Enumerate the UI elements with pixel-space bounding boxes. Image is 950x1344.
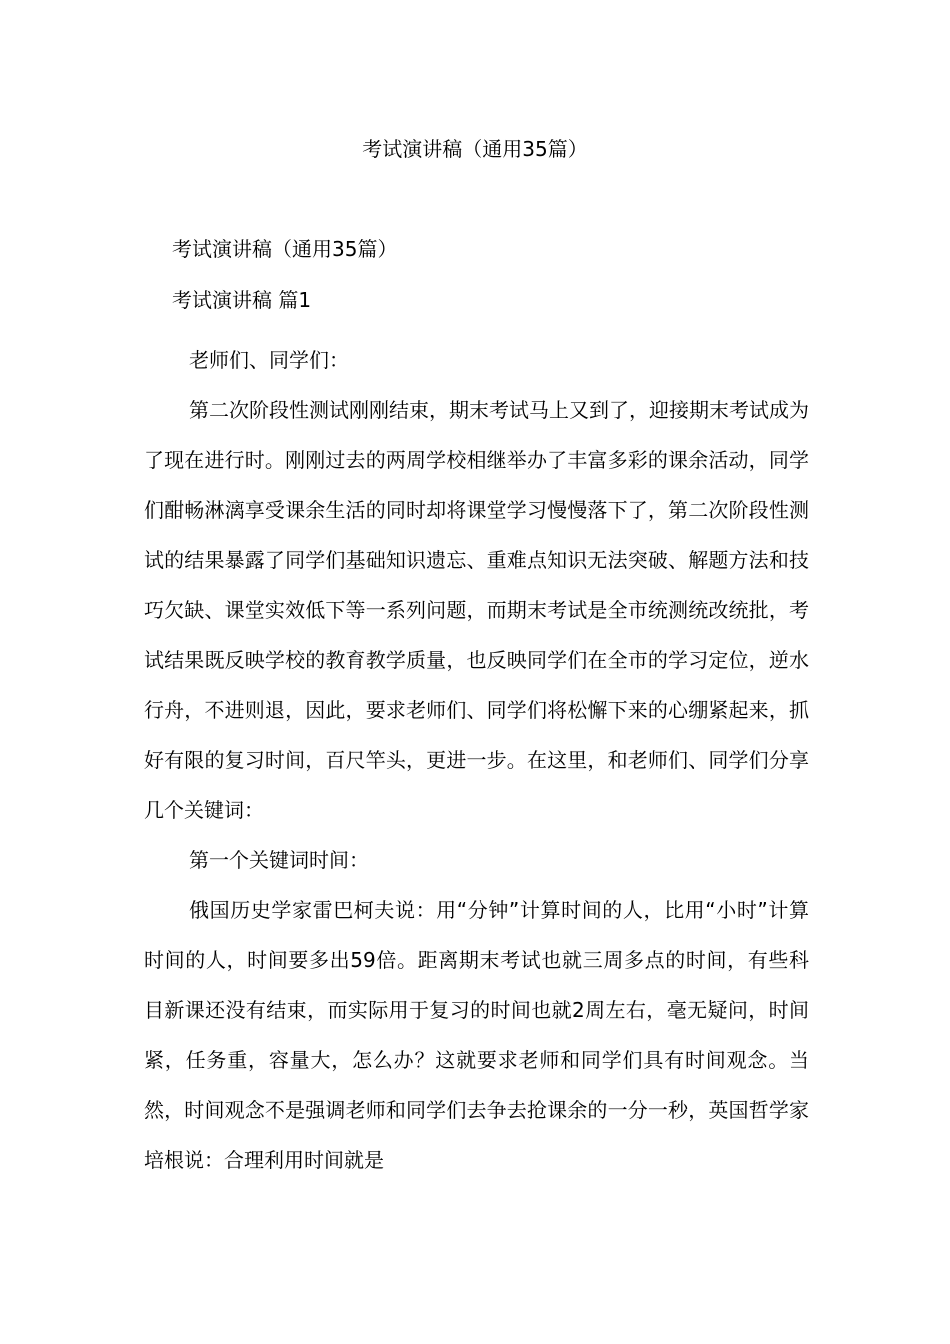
paragraph-intro: 第二次阶段性测试刚刚结束，期末考试马上又到了，迎接期末考试成为了现在进行时。刚刚过去的两周学校相继举办了丰富多彩的课余活动，同学们酣畅淋漓享受课余生活的同时却将课堂学习慢慢落下了，第二次阶段性测试的结果暴露了同学们基础知识遗忘、重难点知识无法突破、解题方法和技巧欠缺、课堂实效低下等一系列问题，而期末考试是全市统测统改统批，考试结果既反映学校的教育教学质量，也反映同学们在全市的学习定位，逆水行舟，不进则退，因此，要求老师们、同学们将松懈下来的心绷紧起来，抓好有限的复习时间，百尺竿头，更进一步。在这里，和老师们、同学们分享几个关键词： — [144, 398, 809, 822]
paragraph-salutation: 老师们、同学们： — [189, 348, 349, 372]
document-body — [144, 335, 809, 1185]
paragraph-time: 俄国历史学家雷巴柯夫说：用“分钟”计算时间的人，比用“小时”计算时间的人，时间要多出59倍。距离期末考试也就三周多点的时间，有些科目新课还没有结束，而实际用于复习的时间也就2周左右，毫无疑问，时间紧，任务重，容量大，怎么办？这就要求老师和同学们具有时间观念。当然，时间观念不是强调老师和同学们去争去抢课余的一分一秒，英国哲学家培根说：合理利用时间就是 — [144, 898, 809, 1172]
document-title: 考试演讲稿（通用35篇） — [362, 137, 588, 161]
paragraph-keyword-heading: 第一个关键词时间： — [189, 848, 369, 872]
section-heading: 考试演讲稿 篇1 — [172, 288, 312, 312]
document-subtitle: 考试演讲稿（通用35篇） — [172, 237, 398, 261]
